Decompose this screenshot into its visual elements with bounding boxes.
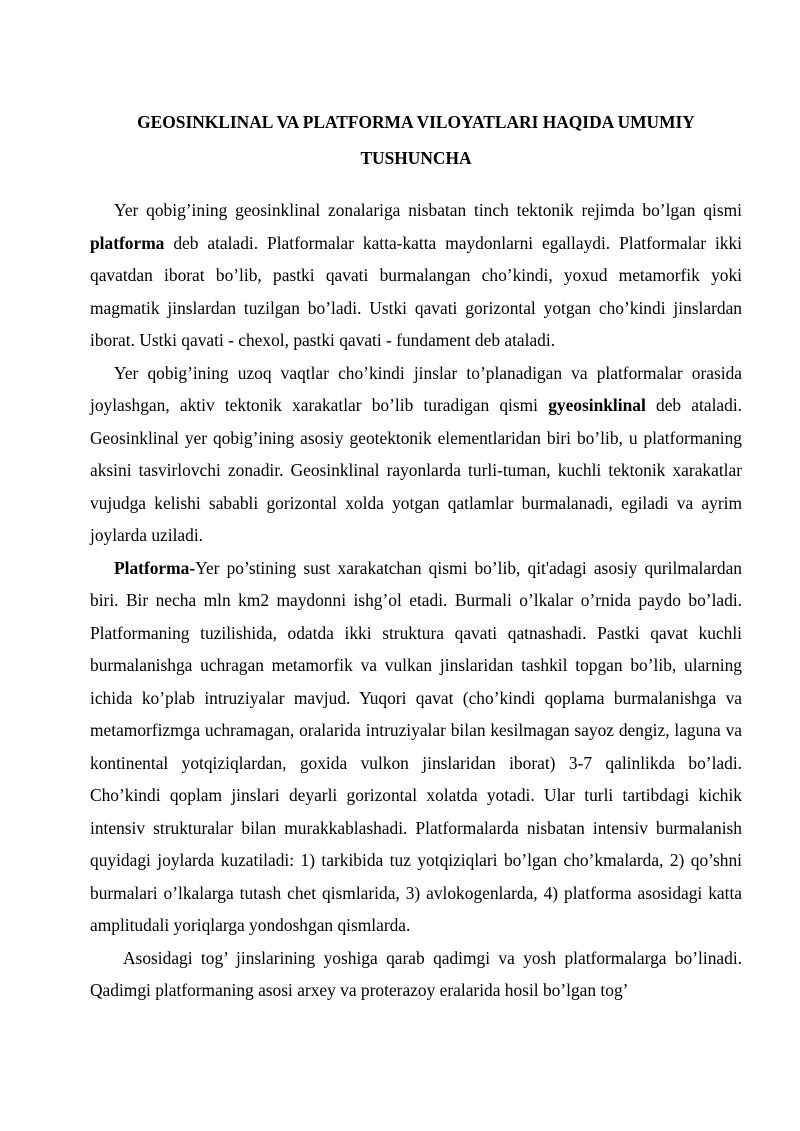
document-page — [90, 104, 742, 1007]
paragraph-text: Yer po’stining sust xarakatchan qismi bo’lib, qit'adagi asosiy qurilmalardan biri. Bir necha mln km2 maydonni ishg’ol etadi. Burmali o’lkalar o’rnida paydo bo’ladi. Platformaning tuzilishida, odatda ikki struktura qavati qatnashadi. Pastki qavat kuchli burmalanishga uchragan metamorfik va vulkan jinslaridan tashkil topgan bo’lib, ularning ichida ko’plab intruziyalar mavjud. Yuqori qavat (cho’kindi qoplama burmalanishga va metamorfizmga uchramagan, oralarida intruziyalar bilan kesilmagan sayoz dengiz, laguna va kontinental yotqiziqlardan, goxida vulkon jinslaridan iborat) 3-7 qalinlikda bo’ladi. Cho’kindi qoplam jinslari deyarli gorizontal xolatda yotadi. Ular turli tartibdagi kichik intensiv strukturalar bilan murakkablashadi. Platformalarda nisbatan intensiv burmalanish quyidagi joylarda kuzatiladi: 1) tarkibida tuz yotqiziqlari bo’lgan cho’kmalarda, 2) qo’shni burmalari o’lkalarga tutash chet qismlarida, 3) avlokogenlarda, 4) platforma asosidagi katta amplitudali yoriqlarga yondoshgan qismlarda. — [90, 557, 742, 935]
paragraph-geosinklinal-definition — [90, 357, 742, 552]
paragraph-platform-age: Asosidagi tog’ jinslarining yoshiga qarab qadimgi va yosh platformalarga bo’linadi. Qadimgi platformaning asosi arxey va proterazoy eralarida hosil bo’lgan tog’ — [90, 947, 742, 1000]
bold-term-platforma-heading: Platforma- — [114, 557, 196, 578]
bold-term-platforma: platforma — [90, 232, 165, 253]
bold-term-gyeosinklinal: gyeosinklinal — [548, 395, 646, 415]
document-title — [90, 104, 742, 176]
title-line-2: TUSHUNCHA — [360, 148, 472, 168]
paragraph-text: deb ataladi. Geosinklinal yer qobig’ining asosiy geotektonik elementlaridan biri bo’lib, u platformaning aksini tasvirlovchi zonadir. Geosinklinal rayonlarda turli-tuman, kuchli tektonik xarakatlar vujudga kelishi sababli gorizontal xolda yotgan qatlamlar burmalanadi, egiladi va ayrim joylarda uziladi. — [90, 395, 742, 545]
paragraph-platforma-definition — [90, 194, 742, 357]
paragraph-text: Yer qobig’ining uzoq vaqtlar cho’kindi jinslar to’planadigan va platformalar orasida joylashgan, aktiv tektonik xarakatlar bo’lib turadigan qismi — [90, 362, 742, 415]
paragraph-platforma-structure — [90, 552, 742, 942]
title-line-1: GEOSINKLINAL VA PLATFORMA VILOYATLARI HAQIDA UMUMIY — [137, 112, 695, 132]
paragraph-text: Yer qobig’ining geosinklinal zonalariga nisbatan tinch tektonik rejimda bo’lgan qismi — [114, 200, 742, 220]
paragraph-text: deb ataladi. Platformalar katta-katta maydonlarni egallaydi. Platformalar ikki qavatdan iborat bo’lib, pastki qavati burmalangan cho’kindi, yoxud metamorfik yoki magmatik jinslardan tuzilgan bo’ladi. Ustki qavati gorizontal yotgan cho’kindi jinslardan iborat. Ustki qavati - chexol, pastki qavati - fundament deb ataladi. — [90, 232, 742, 350]
